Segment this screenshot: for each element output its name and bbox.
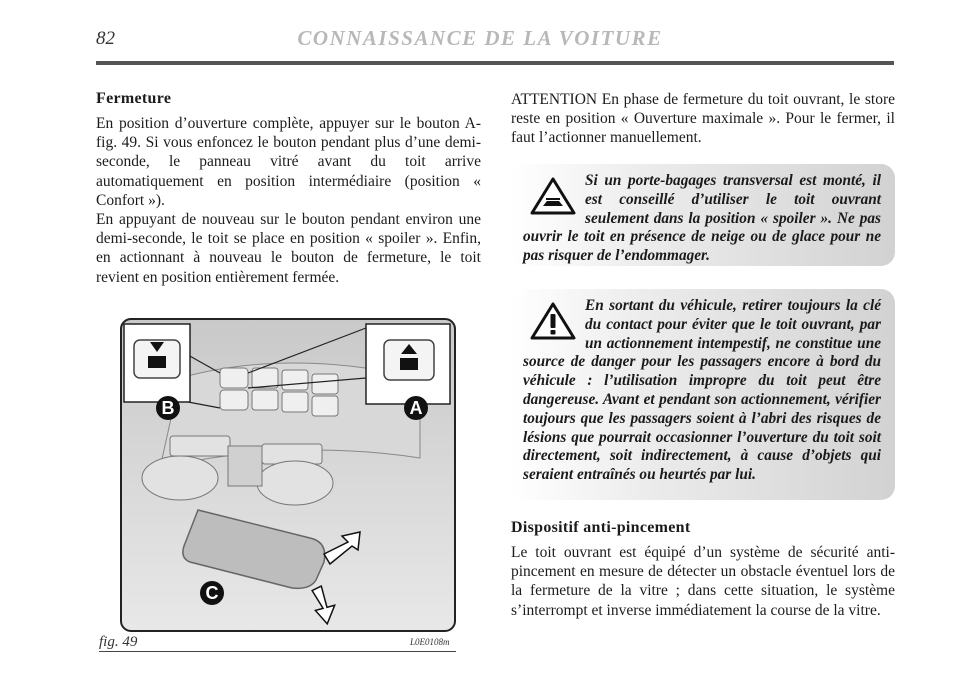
paragraph-closing-2: En appuyant de nouveau sur le bouton pendant environ une demi-seconde, le toit se place en position « spoiler ». Enfin, en actionnant à nouveau le bouton de fermeture, le toit revient en position entièrement fermée. <box>96 211 481 286</box>
left-column <box>96 90 481 287</box>
section-heading-fermeture: Fermeture <box>96 90 172 107</box>
button-b-inset <box>124 324 190 402</box>
section-anti-pinch <box>511 519 895 620</box>
warning-box-key <box>511 289 895 500</box>
label-c: C <box>205 583 219 603</box>
warning-text-key: En sortant du véhicule, retirer toujours la clé du contact pour éviter que le toit ouvrant, par un actionnement intempestif, ne constitue une source de danger pour les passagers encore à bord du véhicule : l’utilisation impropre du toit peut être dangereuse. Avant et pendant son actionnement, vérifier toujours que les passagers soient à l’abri des risques de lésions que pourrait occasionner l’ouverture du toit soit directement, soit indirectement, à cause d’objets qui seraient entraînés ou heurtés par lui. <box>523 297 881 484</box>
paragraph-anti-pinch: Le toit ouvrant est équipé d’un système de sécurité anti-pincement en mesure de détecter un obstacle éventuel lors de la fermeture de la vitre ; dans cette situation, le système s’interrompt et inverse immédiatement la course de la vitre. <box>511 544 895 619</box>
label-a: A <box>409 398 423 418</box>
attention-paragraph: ATTENTION En phase de fermeture du toit ouvrant, le store reste en position « Ouverture maximale ». Pour le fermer, il faut l’actionner manuellement. <box>511 91 895 147</box>
figure-caption: fig. 49 <box>99 634 138 650</box>
paragraph-closing-1: En position d’ouverture complète, appuyer sur le bouton A-fig. 49. Si vous enfoncez le bouton pendant plus d’une demi-seconde, le panneau vitré avant du toit arrive automatiquement en position intermédiaire (position « Confort »). <box>96 115 481 209</box>
warning-box-roof-rack <box>511 164 895 266</box>
section-heading-anti-pinch: Dispositif anti-pincement <box>511 519 691 536</box>
figure-code: L0E0108m <box>410 637 450 647</box>
button-a-inset <box>366 324 450 404</box>
figure-rule <box>99 651 456 652</box>
warning-text-roof-rack: Si un porte-bagages transversal est monté, il est conseillé d’utiliser le toit ouvrant seulement dans la position « spoiler ». Ne pas ouvrir le toit en présence de neige ou de glace pour ne pas risquer de l’endommager. <box>523 172 881 265</box>
figure-49 <box>120 318 456 632</box>
page-number: 82 <box>96 28 115 49</box>
exclamation-warning-icon <box>529 301 577 341</box>
header-rule <box>96 61 894 65</box>
running-header: CONNAISSANCE DE LA VOITURE <box>297 26 663 50</box>
car-roof-warning-icon <box>529 176 577 216</box>
label-b: B <box>161 398 175 418</box>
right-column <box>511 90 895 148</box>
